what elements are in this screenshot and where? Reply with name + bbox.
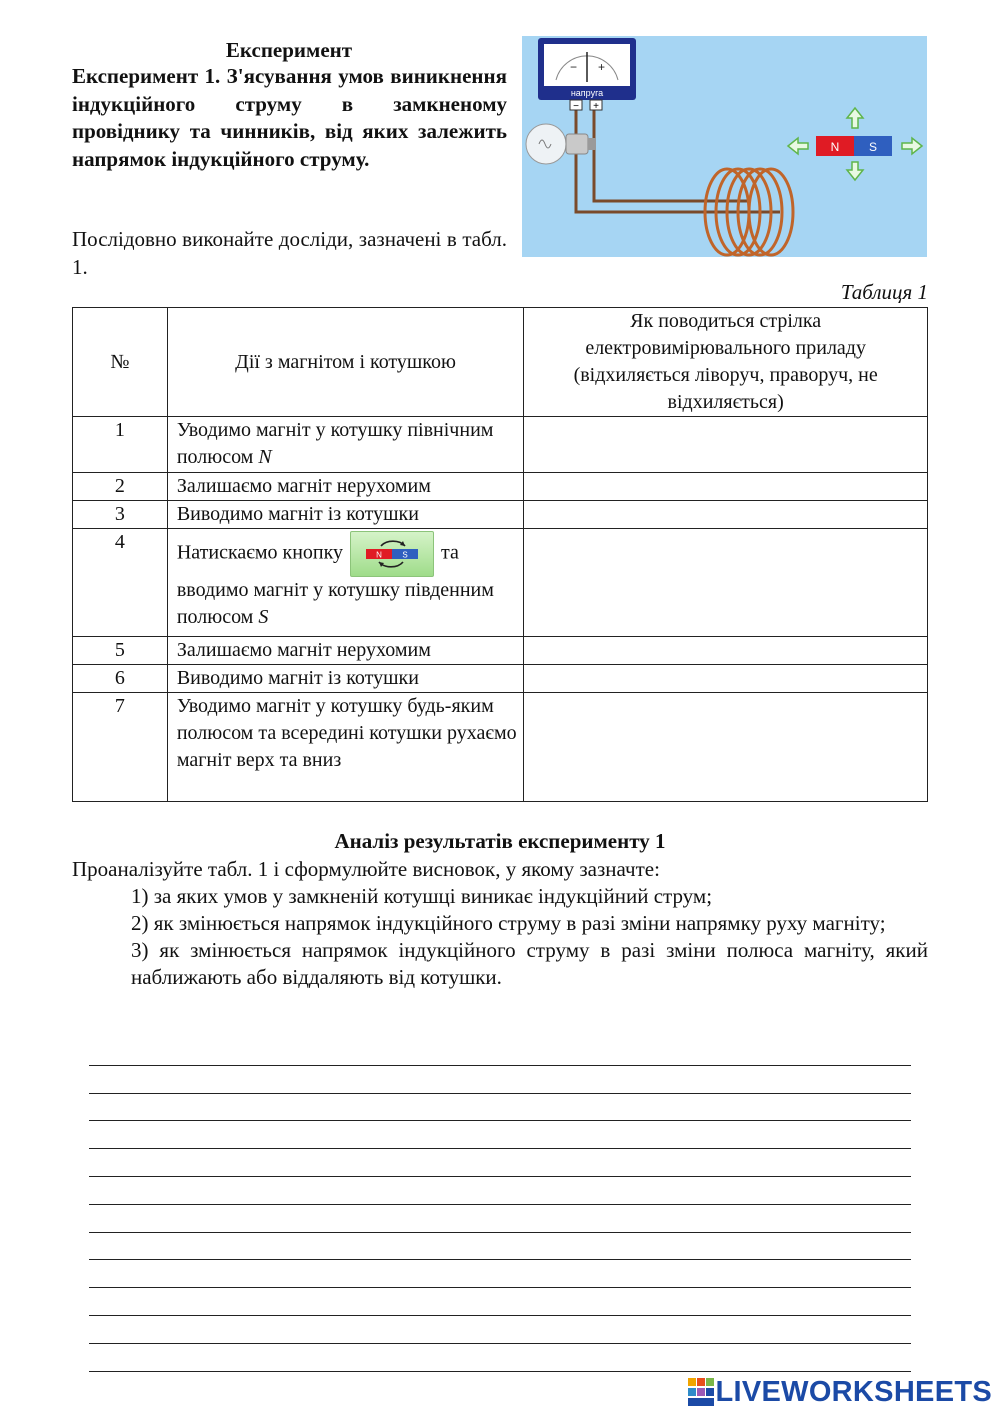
- result-cell[interactable]: [524, 473, 928, 501]
- analysis-item: 1) за яких умов у замкненій котушці виникає індукційний струм;: [131, 884, 713, 908]
- header-num: №: [73, 308, 168, 417]
- terminal-plus-sign: +: [593, 101, 599, 112]
- intro-text: Послідовно виконайте досліди, зазначені в табл. 1.: [72, 227, 507, 279]
- table-header-row: [73, 308, 928, 417]
- swap-button-n: N: [376, 550, 382, 560]
- swap-button-s: S: [402, 550, 408, 560]
- meter-label: напруга: [570, 88, 604, 98]
- experiment-table: [72, 307, 928, 802]
- row-action: Уводимо магніт у котушку будь-яким полюсом та всередині котушки рухаємо магніт верх та вниз: [167, 693, 523, 802]
- answer-line[interactable]: [89, 1094, 911, 1122]
- row-action-text-pre: Натискаємо кнопку: [176, 541, 344, 564]
- table-row: [73, 501, 928, 529]
- logo-icon: [688, 1378, 714, 1406]
- table-row: [73, 637, 928, 665]
- row-action: Залишаємо магніт нерухомим: [167, 637, 523, 665]
- pole-variable: N: [258, 446, 272, 468]
- row-action: Виводимо магніт із котушки: [167, 501, 523, 529]
- answer-line[interactable]: [89, 1344, 911, 1372]
- magnet-n-label: N: [830, 140, 840, 154]
- terminal-minus-sign: −: [573, 101, 579, 112]
- row-num: 7: [73, 693, 168, 802]
- table-row: [73, 665, 928, 693]
- table-row: [73, 417, 928, 473]
- magnet-s-label: S: [868, 140, 878, 154]
- answer-line[interactable]: [89, 1038, 911, 1066]
- analysis-item: 3) як змінюється напрямок індукційного струму в разі зміни полюса магніту, який наближають або віддаляють від котушки.: [131, 938, 928, 989]
- meter-minus-sign: −: [570, 60, 578, 74]
- answer-line[interactable]: [89, 1149, 911, 1177]
- row-num: 1: [73, 417, 168, 473]
- answer-line[interactable]: [89, 1121, 911, 1149]
- answer-line[interactable]: [89, 1316, 911, 1344]
- row-action: Виводимо магніт із котушки: [167, 665, 523, 693]
- row-num: 4: [73, 529, 168, 637]
- answer-line[interactable]: [89, 1177, 911, 1205]
- table-row: [73, 529, 928, 637]
- meter-plus-sign: +: [598, 60, 606, 74]
- light-bulb: [526, 124, 596, 164]
- pole-variable: S: [258, 606, 269, 628]
- simulation-svg: [522, 36, 927, 257]
- row-action: [167, 417, 523, 473]
- result-cell[interactable]: [524, 665, 928, 693]
- arrow-left-icon[interactable]: [788, 138, 808, 154]
- analysis-title: Аналіз результатів експерименту 1: [334, 829, 666, 853]
- page-title: Експеримент: [225, 38, 353, 62]
- analysis-instruction: Проаналізуйте табл. 1 і сформулюйте висновок, у якому зазначте:: [72, 857, 660, 881]
- wire-right: [594, 108, 748, 201]
- header-result: Як поводиться стрілка електровимірювального приладу (відхиляється ліворуч, праворуч, не відхиляється): [524, 308, 928, 417]
- answer-line[interactable]: [89, 1260, 911, 1288]
- arrow-up-icon[interactable]: [847, 108, 863, 128]
- swap-poles-button: [350, 531, 434, 577]
- simulation-illustration: [522, 36, 927, 257]
- row-action: [167, 529, 523, 637]
- answer-line[interactable]: [89, 1288, 911, 1316]
- row-action: Залишаємо магніт нерухомим: [167, 473, 523, 501]
- result-cell[interactable]: [524, 693, 928, 802]
- row-num: 3: [73, 501, 168, 529]
- result-cell[interactable]: [524, 501, 928, 529]
- table-caption: Таблиця 1: [840, 280, 928, 304]
- experiment-heading: Експеримент 1. З'ясування умов виникнення індукційного струму в замкненому провіднику та чинників, від яких залежить напрямок індукційного струму.: [72, 64, 507, 171]
- row-num: 5: [73, 637, 168, 665]
- header-action: Дії з магнітом і котушкою: [167, 308, 523, 417]
- result-cell[interactable]: [524, 637, 928, 665]
- arrow-down-icon[interactable]: [847, 162, 863, 180]
- answer-line[interactable]: [89, 1205, 911, 1233]
- answer-line[interactable]: [89, 1066, 911, 1094]
- analysis-items: [131, 883, 928, 991]
- result-cell[interactable]: [524, 417, 928, 473]
- swap-poles-icon: [351, 532, 433, 576]
- row-num: 2: [73, 473, 168, 501]
- answer-lines[interactable]: [89, 1038, 911, 1372]
- result-cell[interactable]: [524, 529, 928, 637]
- analysis-item: 2) як змінюється напрямок індукційного струму в разі зміни напрямку руху магніту;: [131, 911, 886, 935]
- row-action-text: Уводимо магніт у котушку північним полюсом: [176, 419, 494, 468]
- table-row: [73, 473, 928, 501]
- logo-text: LIVEWORKSHEETS: [715, 1375, 992, 1408]
- liveworksheets-logo: [688, 1375, 993, 1409]
- table-row: [73, 693, 928, 802]
- row-action-text-post: та вводимо магніт у котушку південним полюсом: [176, 541, 494, 628]
- answer-line[interactable]: [89, 1233, 911, 1261]
- arrow-right-icon[interactable]: [902, 138, 922, 154]
- row-num: 6: [73, 665, 168, 693]
